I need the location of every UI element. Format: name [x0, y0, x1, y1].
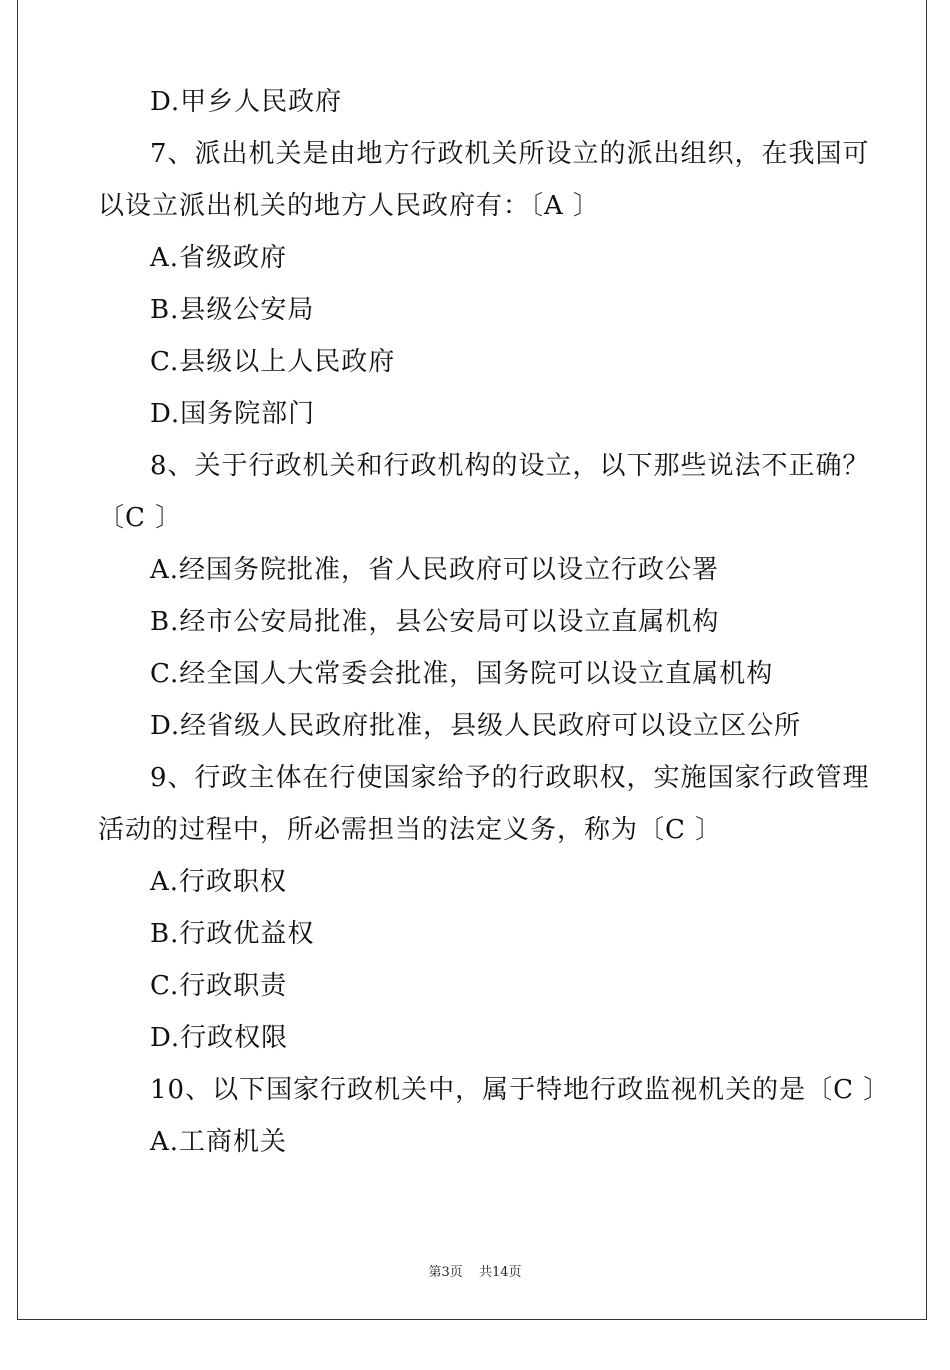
question-7-cont: 以设立派出机关的地方人民政府有：〔A 〕 — [98, 191, 601, 221]
page-number: 第3页 — [428, 1265, 463, 1280]
page-total: 共14页 — [478, 1265, 522, 1280]
option-8a: A.经国务院批准，省人民政府可以设立行政公署 — [150, 555, 720, 585]
option-9b: B.行政优益权 — [150, 919, 315, 949]
option-9a: A.行政职权 — [150, 867, 288, 897]
option-7d: D.国务院部门 — [150, 399, 316, 429]
question-8: 8、关于行政机关和行政机构的设立，以下那些说法不正确？ — [150, 451, 870, 481]
option-9d: D.行政权限 — [150, 1023, 289, 1053]
question-9-cont: 活动的过程中，所必需担当的法定义务，称为〔C 〕 — [98, 815, 723, 845]
option-8d: D.经省级人民政府批准，县级人民政府可以设立区公所 — [150, 711, 802, 741]
page-footer — [0, 1264, 950, 1282]
option-7a: A.省级政府 — [150, 243, 288, 273]
question-8-answer: 〔C 〕 — [98, 503, 183, 533]
option-10a: A.工商机关 — [150, 1127, 288, 1157]
option-7c: C.县级以上人民政府 — [150, 347, 396, 377]
question-7: 7、派出机关是由地方行政机关所设立的派出组织，在我国可 — [150, 139, 870, 169]
option-8c: C.经全国人大常委会批准，国务院可以设立直属机构 — [150, 659, 774, 689]
question-9: 9、行政主体在行使国家给予的行政职权，实施国家行政管理 — [150, 763, 870, 793]
question-10: 10、以下国家行政机关中，属于特地行政监视机关的是〔C 〕 — [150, 1075, 891, 1105]
option-6d: D.甲乡人民政府 — [150, 87, 343, 117]
option-9c: C.行政职责 — [150, 971, 288, 1001]
option-7b: B.县级公安局 — [150, 295, 315, 325]
option-8b: B.经市公安局批准，县公安局可以设立直属机构 — [150, 607, 720, 637]
